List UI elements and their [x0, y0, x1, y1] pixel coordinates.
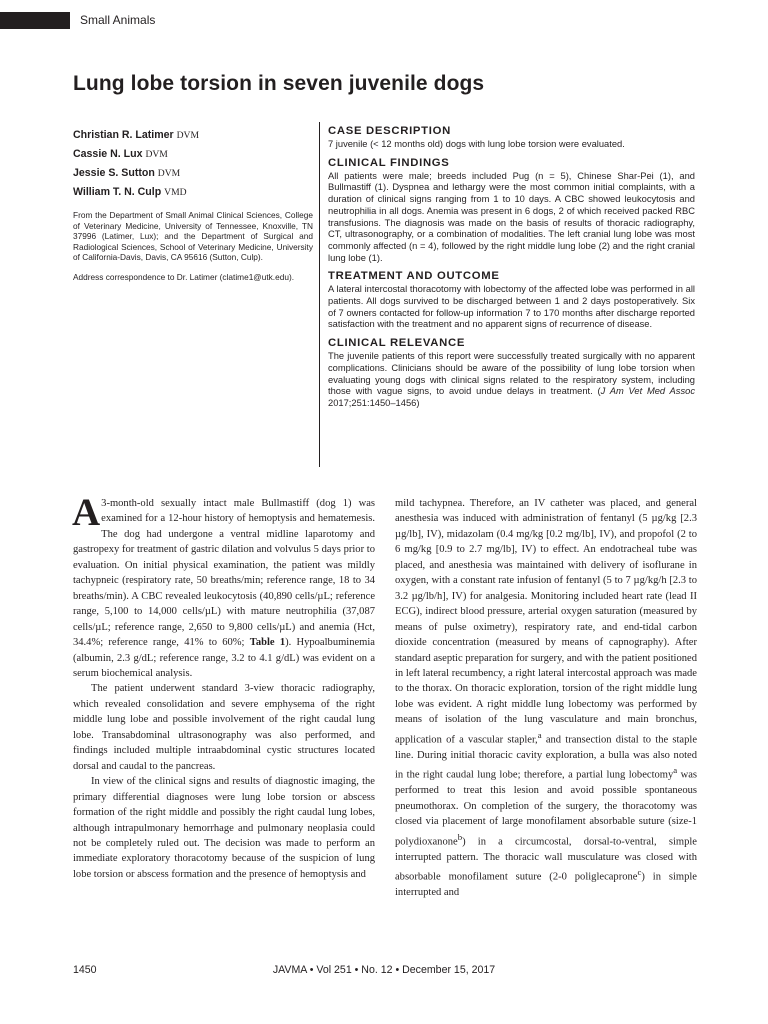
abstract-paragraph: The juvenile patients of this report were successfully treated surgically with no apparent complications. Clinicians should be aware of the possibility of lung lobe torsion when evaluating young dogs with clinical signs related to the respiratory system, including those with vague signs, to avoid undue delays in treatment. (J Am Vet Med Assoc 2017;251:1450–1456) [328, 351, 695, 408]
author: Jessie S. Sutton DVM [73, 167, 181, 179]
footnote-marker: a [537, 729, 542, 740]
author: William T. N. Culp VMD [73, 186, 187, 198]
journal-footer: JAVMA • Vol 251 • No. 12 • December 15, 2017 [272, 964, 496, 976]
footnote-marker: b [457, 831, 463, 842]
body-column-right [395, 496, 697, 900]
abstract-paragraph: 7 juvenile (< 12 months old) dogs with lung lobe torsion were evaluated. [328, 139, 625, 149]
body-paragraph: mild tachypnea. Therefore, an IV catheter was placed, and general anesthesia was induced with administration of fentanyl (5 µg/kg [2.3 µg/lb], IV), midazolam (0.4 mg/kg [0.2 mg/lb], IV), and propofol (2 to 6 mg/kg [0.9 to 2.7 mg/lb], IV) to effect. An endotracheal tube was placed, and anesthesia was maintained with delivery of isoflurane in oxygen, with a constant rate infusion of fentanyl (5 to 7 µg/kg/h [2.3 to 3.2 µg/lb/h], IV) for analgesia. Monitoring included heart rate (lead II ECG), indirect blood pressure, arterial oxygen saturation (measured by means of pulse oximetry), respiratory rate, and end-tidal carbon dioxide concentration (measured by means of capnography). After standard aseptic preparation for surgery, and with the patient positioned in left lateral recumbency, a right lateral intercostal approach was made to the thorax. On thoracic exploration, torsion of the right middle lung lobe was evident. A right middle lung lobectomy was performed by means of isolation of the lung vasculature and main bronchus, application of a vascular stapler,$^a$ and transection distal to the staple line. During initial thoracic cavity exploration, a bulla was also noted in the right caudal lung lobe; therefore, a partial lung lobectomy$^a$ was performed to treat this lesion and avoid possible spontaneous pneumothorax. On completion of the surgery, the thoracotomy was closed via placement of large monofilament absorbable suture (size-1 polydioxanone$^b$) in a circumcostal, dorsal-to-ventral, simple interrupted pattern. The thoracic wall musculature was closed with absorbable monofilament suture (2-0 poliglecaprone$^c$) in simple interrupted and [395, 498, 698, 898]
article-title: Lung lobe torsion in seven juvenile dogs [73, 72, 485, 95]
body-paragraph: The patient underwent standard 3-view thoracic radiography, which revealed consolidation and severe emphysema of the right middle lung lobe and possible involvement of the right caudal lung lobe. Transabdominal ultrasonography was also performed, and findings included multiple intraabdominal cystic structures located dorsal and caudal to the pancreas. [73, 683, 375, 772]
author: Cassie N. Lux DVM [73, 148, 168, 160]
body-paragraph: In view of the clinical signs and results of diagnostic imaging, the primary differential diagnoses were lung lobe torsion or abscess formation of the right middle and possibly the right caudal lung lobes, although intrapulmonary hemorrhage and pulmonary neoplasia could not be completely ruled out. The decision was made to perform an immediate exploratory thoracotomy because of the suspicion of lung lobe torsion or abscess formation and the presence of hemoptysis and [73, 776, 375, 880]
abstract-heading: CASE DESCRIPTION [328, 125, 451, 137]
footnote-marker: c [637, 866, 642, 877]
correspondence: Address correspondence to Dr. Latimer (clatime1@utk.edu). [73, 271, 295, 282]
author: Christian R. Latimer DVM [73, 129, 200, 141]
table-reference: Table 1 [249, 637, 286, 649]
page-number: 1450 [73, 964, 97, 976]
author-block [73, 126, 313, 282]
drop-cap: A [72, 491, 101, 534]
abstract-paragraph: A lateral intercostal thoracotomy with lobectomy of the affected lobe was performed in all patients. All dogs survived to be discharged between 1 and 2 days postoperatively. Six of 7 owners contacted for follow-up information 7 to 170 months after discharge reported satisfaction with the treatment and no apparent signs of recurrence of disease. [328, 284, 695, 330]
abstract-paragraph: All patients were male; breeds included Pug (n = 5), Chinese Shar-Pei (1), and Bullmastiff (1). Dyspnea and lethargy were the most common initial complaints, with a duration of clinical signs ranging from 1 to 10 days. A CBC showed leukocytosis and neutrophilia in all dogs. Anemia was present in 6 dogs, 2 of which received packed RBC transfusions. The diagnosis was made on the basis of results of thoracic radiography, CT, ultrasonography, or a combination of modalities. The left cranial lung lobe was most commonly affected (n = 4), followed by the right middle lung lobe (2) and the right cranial lung lobe (1). [328, 170, 695, 263]
abstract [328, 124, 695, 415]
abstract-heading: TREATMENT AND OUTCOME [328, 270, 500, 283]
affiliation: From the Department of Small Animal Clinical Sciences, College of Veterinary Medicine, University of Tennessee, Knoxville, TN 37996 (Latimer, Lux); and the Department of Surgical and Radiological Sciences, School of Veterinary Medicine, University of California-Davis, Davis, CA 95616 (Sutton, Culp). [73, 210, 313, 262]
section-bar [0, 12, 70, 29]
citation: J Am Vet Med Assoc [600, 386, 695, 397]
body-column-left [72, 491, 375, 882]
abstract-divider [319, 122, 320, 467]
footnote-marker: a [673, 765, 678, 776]
abstract-heading: CLINICAL FINDINGS [328, 156, 450, 169]
section-label: Small Animals [80, 13, 156, 27]
body-paragraph: A 3-month-old sexually intact male Bullmastiff (dog 1) was examined for a 12-hour history of hemoptysis and hematemesis. The dog had undergone a ventral midline laparotomy and gastropexy for treatment of gastric dilation and volvulus 5 days prior to evaluation. On initial physical examination, the patient was mildly tachypneic (respiratory rate, 50 breaths/min; reference range, 18 to 34 breaths/min). A CBC revealed leukocytosis (40,890 cells/µL; reference range, 5,100 to 14,000 cells/µL) with mature neutrophilia (37,087 cells/µL; reference range, 2,650 to 9,800 cells/µL) and anemia (Hct, 34.4%; reference range, 41% to 60%; Table 1). Hypoalbuminemia (albumin, 2.3 g/dL; reference range, 3.2 to 4.1 g/dL) was evident on a serum biochemical analysis. [72, 491, 375, 679]
abstract-heading: CLINICAL RELEVANCE [328, 337, 466, 350]
